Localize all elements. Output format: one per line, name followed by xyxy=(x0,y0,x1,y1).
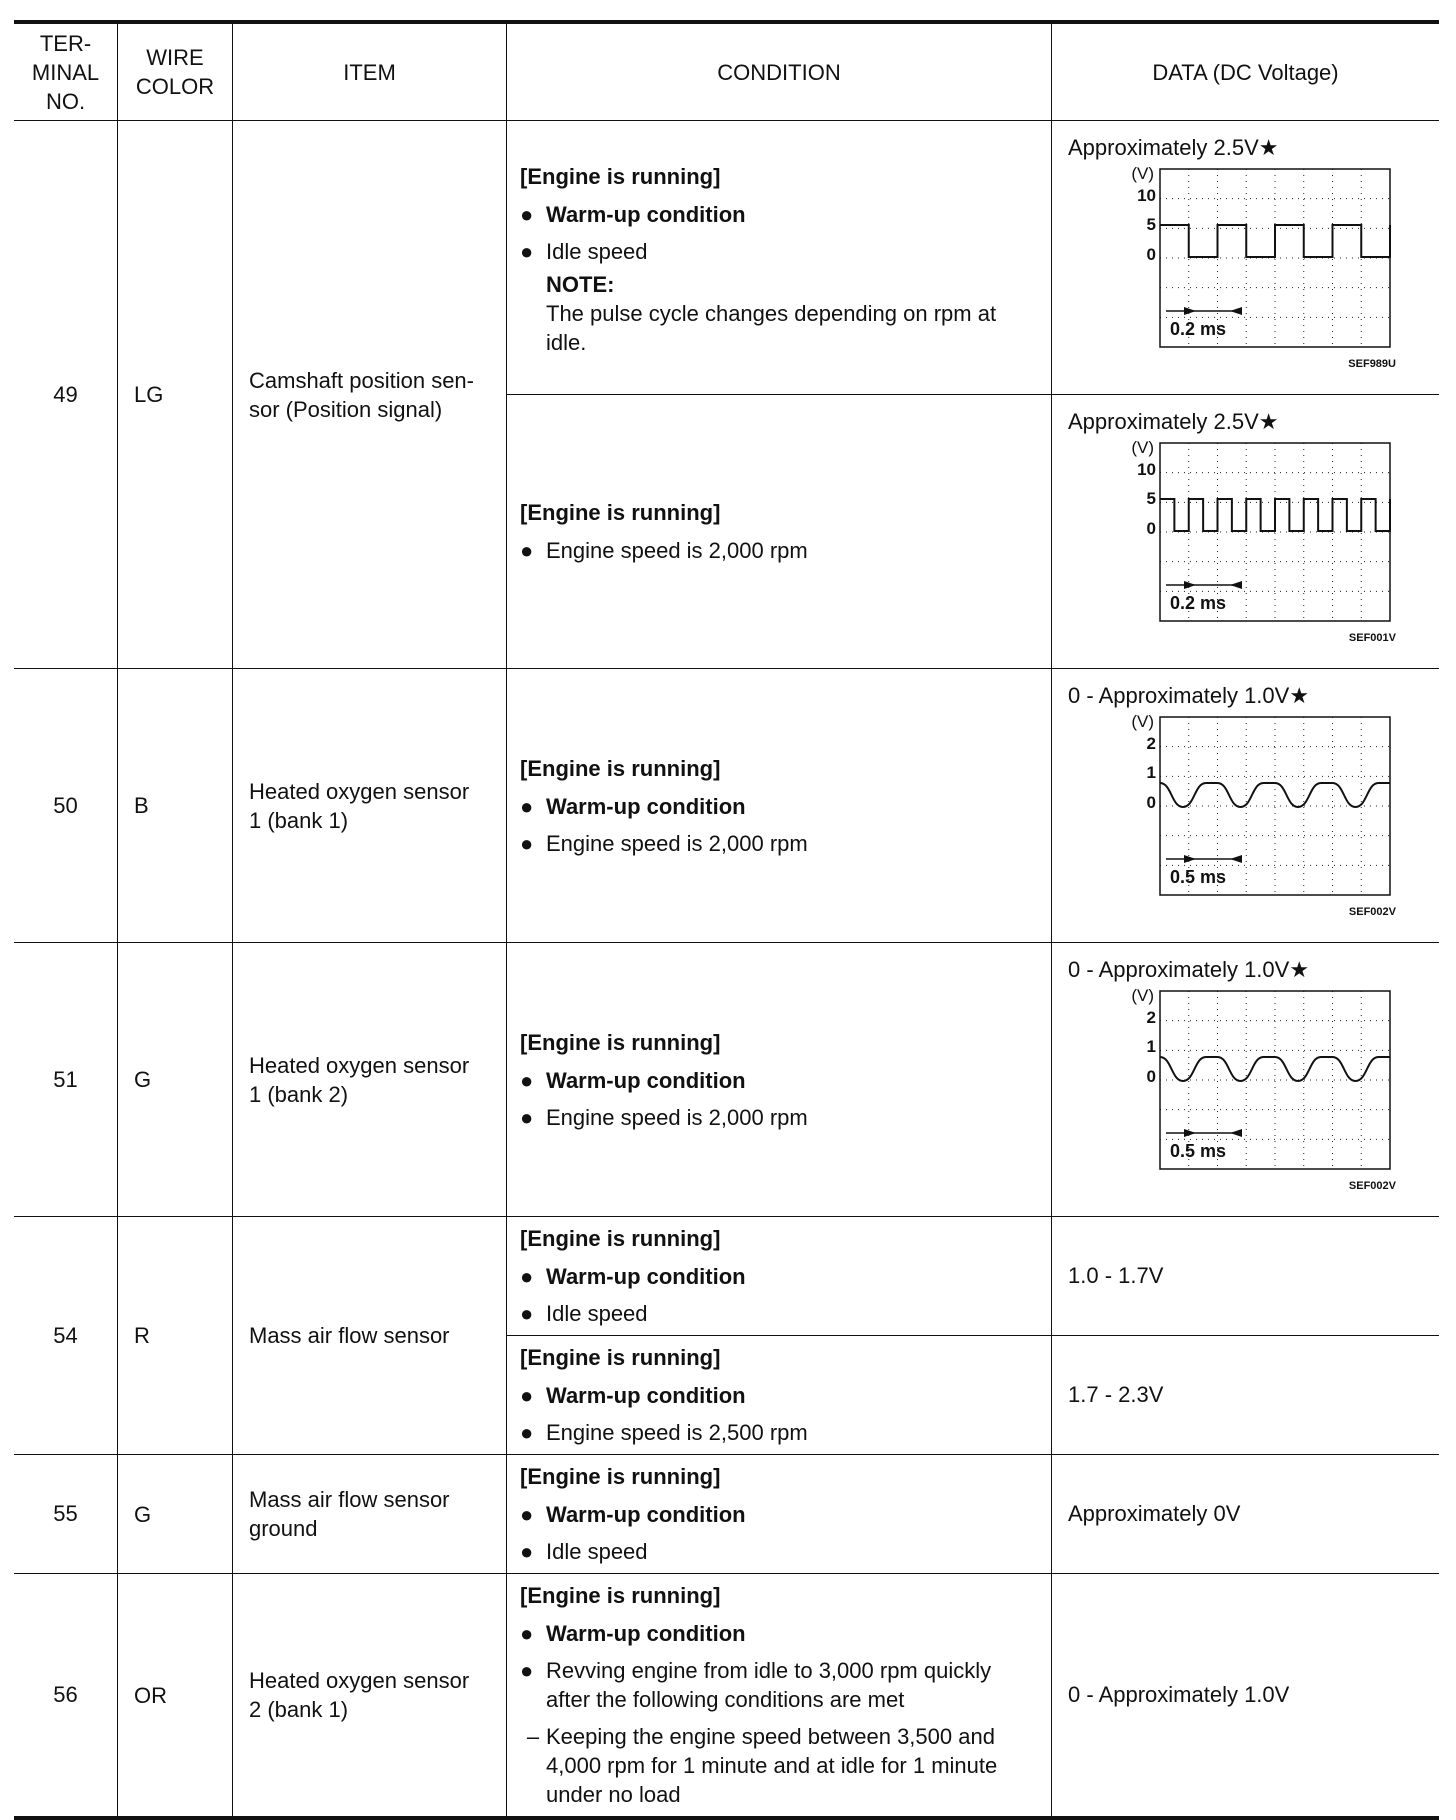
data-value: 0 - Approximately 1.0V★ xyxy=(1068,957,1310,982)
condition-bullet xyxy=(520,1619,746,1648)
condition-bullet xyxy=(520,1381,746,1410)
note-text: The pulse cycle changes depending on rpm at idle. xyxy=(546,301,997,355)
item-name-text: Mass air flow sensor xyxy=(249,1323,450,1348)
condition-bullet xyxy=(520,200,746,229)
header-item xyxy=(233,24,506,120)
figure-code: SEF989U xyxy=(1348,358,1396,370)
terminal-number-text: 49 xyxy=(53,381,78,407)
header-condition-text: CONDITION xyxy=(717,59,841,85)
wire-color xyxy=(118,943,232,1216)
condition-heading: [Engine is running] xyxy=(520,1345,721,1370)
header-terminal-no xyxy=(14,24,117,120)
bullet-icon: ● xyxy=(520,1502,534,1527)
wire-color-text: B xyxy=(134,793,149,818)
y-tick-label: 0 xyxy=(1146,245,1156,264)
data-value: 1.0 - 1.7V xyxy=(1068,1263,1164,1288)
condition-bullet-text: Warm-up condition xyxy=(546,1502,746,1527)
y-unit-label: (V) xyxy=(1131,986,1154,1005)
oscilloscope-graph xyxy=(1096,712,1396,918)
data-cell xyxy=(1052,1336,1439,1454)
condition-subitem-text: Keeping the engine speed between 3,500 and 4,000 rpm for 1 minute and at idle for 1 minute under no load xyxy=(546,1724,998,1807)
y-tick-label: 5 xyxy=(1146,215,1156,234)
oscilloscope-svg xyxy=(1096,712,1396,918)
item-name-text: Heated oxygen sensor 1 (bank 1) xyxy=(249,778,470,833)
condition-bullet xyxy=(520,1500,746,1529)
condition-cell xyxy=(507,121,1051,394)
bullet-icon: ● xyxy=(520,1104,534,1130)
item-name-text: Heated oxygen sensor 1 (bank 2) xyxy=(249,1052,470,1107)
header-condition xyxy=(507,24,1051,120)
scale-arrow-head xyxy=(1184,1129,1196,1137)
scale-arrow-head xyxy=(1184,581,1196,589)
time-scale-label: 0.5 ms xyxy=(1170,867,1227,887)
bullet-icon: ● xyxy=(520,239,534,264)
y-tick-label: 1 xyxy=(1146,763,1156,782)
y-tick-label: 0 xyxy=(1146,519,1156,538)
condition-heading: [Engine is running] xyxy=(520,1464,721,1489)
condition-bullet xyxy=(520,536,808,565)
waveform-trace xyxy=(1160,499,1390,531)
y-tick-label: 10 xyxy=(1137,186,1156,205)
condition-heading: [Engine is running] xyxy=(520,500,721,525)
table-bottom-rule xyxy=(14,1816,1439,1820)
bullet-icon: ● xyxy=(520,202,534,227)
oscilloscope-graph xyxy=(1096,164,1396,370)
condition-cell xyxy=(507,395,1051,668)
wire-color xyxy=(118,1455,232,1573)
bullet-icon: ● xyxy=(520,1301,534,1326)
bullet-icon: ● xyxy=(520,1383,534,1408)
condition-bullet-text: Idle speed xyxy=(546,1301,648,1326)
item-name-text: Camshaft position sen- sor (Position signal) xyxy=(249,367,474,422)
data-value: 0 - Approximately 1.0V★ xyxy=(1068,683,1310,708)
wire-color-text: G xyxy=(134,1501,152,1527)
scale-arrow-head xyxy=(1184,855,1196,863)
y-tick-label: 10 xyxy=(1137,460,1156,479)
y-tick-label: 2 xyxy=(1146,734,1156,753)
condition-bullet xyxy=(520,1537,648,1566)
terminal-number xyxy=(14,1455,117,1573)
time-scale-label: 0.2 ms xyxy=(1170,319,1227,339)
figure-code: SEF001V xyxy=(1348,632,1396,644)
data-value: 0 - Approximately 1.0V xyxy=(1068,1682,1290,1707)
condition-heading: [Engine is running] xyxy=(520,1583,721,1608)
condition-bullet xyxy=(520,829,808,858)
bullet-icon: ● xyxy=(520,793,534,819)
condition-bullet xyxy=(520,1418,808,1447)
wire-color-text: G xyxy=(134,1067,152,1092)
item-name xyxy=(233,669,506,942)
condition-bullet-text: Revving engine from idle to 3,000 rpm quickly after the following conditions are met xyxy=(546,1658,992,1712)
condition-bullet xyxy=(520,1066,746,1095)
oscilloscope-graph xyxy=(1096,438,1396,644)
y-tick-label: 0 xyxy=(1146,793,1156,812)
condition-heading: [Engine is running] xyxy=(520,1029,721,1055)
oscilloscope-svg xyxy=(1096,438,1396,644)
terminal-number xyxy=(14,669,117,942)
condition-cell xyxy=(507,669,1051,942)
data-value: Approximately 2.5V★ xyxy=(1068,409,1279,434)
condition-heading: [Engine is running] xyxy=(520,164,721,189)
wire-color xyxy=(118,669,232,942)
scale-arrow-head xyxy=(1230,855,1242,863)
item-name-text: Mass air flow sensor ground xyxy=(249,1487,450,1541)
wire-color xyxy=(118,1574,232,1816)
figure-code: SEF002V xyxy=(1348,1180,1396,1192)
condition-bullet-text: Warm-up condition xyxy=(546,202,746,227)
wire-color xyxy=(118,1217,232,1454)
condition-bullet-text: Warm-up condition xyxy=(546,1621,746,1646)
oscilloscope-graph xyxy=(1096,986,1396,1192)
bullet-icon: ● xyxy=(520,830,534,856)
y-unit-label: (V) xyxy=(1131,712,1154,731)
terminal-data-table xyxy=(14,20,1439,1820)
data-cell xyxy=(1052,1455,1439,1573)
condition-heading: [Engine is running] xyxy=(520,1226,721,1251)
condition-bullet xyxy=(520,1299,648,1328)
data-value: Approximately 2.5V★ xyxy=(1068,135,1279,160)
item-name xyxy=(233,1217,506,1454)
y-tick-label: 0 xyxy=(1146,1067,1156,1086)
condition-bullet-text: Warm-up condition xyxy=(546,1383,746,1408)
y-tick-label: 1 xyxy=(1146,1037,1156,1056)
y-tick-label: 2 xyxy=(1146,1008,1156,1027)
condition-bullet-text: Idle speed xyxy=(546,239,648,264)
scale-arrow-head xyxy=(1230,307,1242,315)
condition-bullet-text: Warm-up condition xyxy=(546,793,746,819)
terminal-number xyxy=(14,121,117,668)
condition-bullet-text: Engine speed is 2,500 rpm xyxy=(546,1420,808,1445)
terminal-number-text: 50 xyxy=(53,792,78,818)
bullet-icon: ● xyxy=(520,1264,534,1289)
wire-color-text: LG xyxy=(134,382,164,407)
bullet-icon: ● xyxy=(520,1621,534,1646)
item-name-text: Heated oxygen sensor 2 (bank 1) xyxy=(249,1668,470,1722)
bullet-icon: ● xyxy=(520,1658,534,1683)
condition-bullet xyxy=(520,1103,808,1132)
bullet-icon: ● xyxy=(520,1420,534,1445)
scale-arrow-head xyxy=(1230,1129,1242,1137)
y-unit-label: (V) xyxy=(1131,438,1154,457)
data-value: Approximately 0V xyxy=(1068,1501,1241,1526)
dash-icon: – xyxy=(526,1724,540,1749)
item-name xyxy=(233,1574,506,1816)
bullet-icon: ● xyxy=(520,1539,534,1564)
y-unit-label: (V) xyxy=(1131,164,1154,183)
terminal-number-text: 54 xyxy=(53,1322,78,1348)
header-item-text: ITEM xyxy=(343,59,396,85)
condition-bullet xyxy=(520,1262,746,1291)
terminal-number-text: 51 xyxy=(53,1066,78,1092)
condition-bullet-text: Warm-up condition xyxy=(546,1067,746,1093)
condition-bullet-text: Idle speed xyxy=(546,1539,648,1564)
condition-subitem xyxy=(520,1722,997,1809)
condition-heading: [Engine is running] xyxy=(520,755,721,781)
condition-cell xyxy=(507,1574,1051,1816)
waveform-trace xyxy=(1160,225,1390,257)
header-wire-color xyxy=(118,24,232,120)
header-data-text: DATA (DC Voltage) xyxy=(1152,59,1339,85)
header-data xyxy=(1052,24,1439,120)
y-tick-label: 5 xyxy=(1146,489,1156,508)
condition-cell xyxy=(507,943,1051,1216)
terminal-number-text: 56 xyxy=(53,1682,78,1707)
bullet-icon: ● xyxy=(520,1067,534,1093)
condition-cell xyxy=(507,1336,1051,1454)
condition-bullet-text: Engine speed is 2,000 rpm xyxy=(546,538,808,563)
oscilloscope-svg xyxy=(1096,986,1396,1192)
condition-cell xyxy=(507,1455,1051,1573)
time-scale-label: 0.5 ms xyxy=(1170,1141,1227,1161)
data-cell xyxy=(1052,669,1439,942)
scale-arrow-head xyxy=(1230,581,1242,589)
item-name xyxy=(233,943,506,1216)
data-value: 1.7 - 2.3V xyxy=(1068,1382,1164,1407)
figure-code: SEF002V xyxy=(1348,906,1396,918)
terminal-number-text: 55 xyxy=(53,1501,78,1526)
condition-bullet xyxy=(520,237,648,266)
condition-cell xyxy=(507,1217,1051,1335)
condition-bullet-text: Engine speed is 2,000 rpm xyxy=(546,1104,808,1130)
header-terminal-no-text: TER- MINAL NO. xyxy=(31,30,100,114)
data-cell xyxy=(1052,395,1439,668)
wire-color xyxy=(118,121,232,668)
header-wire-color-text: WIRE COLOR xyxy=(135,45,215,99)
wire-color-text: R xyxy=(134,1323,150,1348)
wire-color-text: OR xyxy=(134,1682,167,1708)
data-cell xyxy=(1052,1574,1439,1816)
data-cell xyxy=(1052,943,1439,1216)
item-name xyxy=(233,1455,506,1573)
data-cell xyxy=(1052,121,1439,394)
condition-bullet-text: Warm-up condition xyxy=(546,1264,746,1289)
scale-arrow-head xyxy=(1184,307,1196,315)
condition-bullet-text: Engine speed is 2,000 rpm xyxy=(546,830,808,856)
note-label: NOTE: xyxy=(546,272,615,297)
terminal-number xyxy=(14,1217,117,1454)
condition-bullet xyxy=(520,1656,991,1714)
data-cell xyxy=(1052,1217,1439,1335)
terminal-number xyxy=(14,1574,117,1816)
terminal-number xyxy=(14,943,117,1216)
item-name xyxy=(233,121,506,668)
condition-bullet xyxy=(520,792,746,821)
bullet-icon: ● xyxy=(520,538,534,563)
time-scale-label: 0.2 ms xyxy=(1170,593,1227,613)
oscilloscope-svg xyxy=(1096,164,1396,370)
